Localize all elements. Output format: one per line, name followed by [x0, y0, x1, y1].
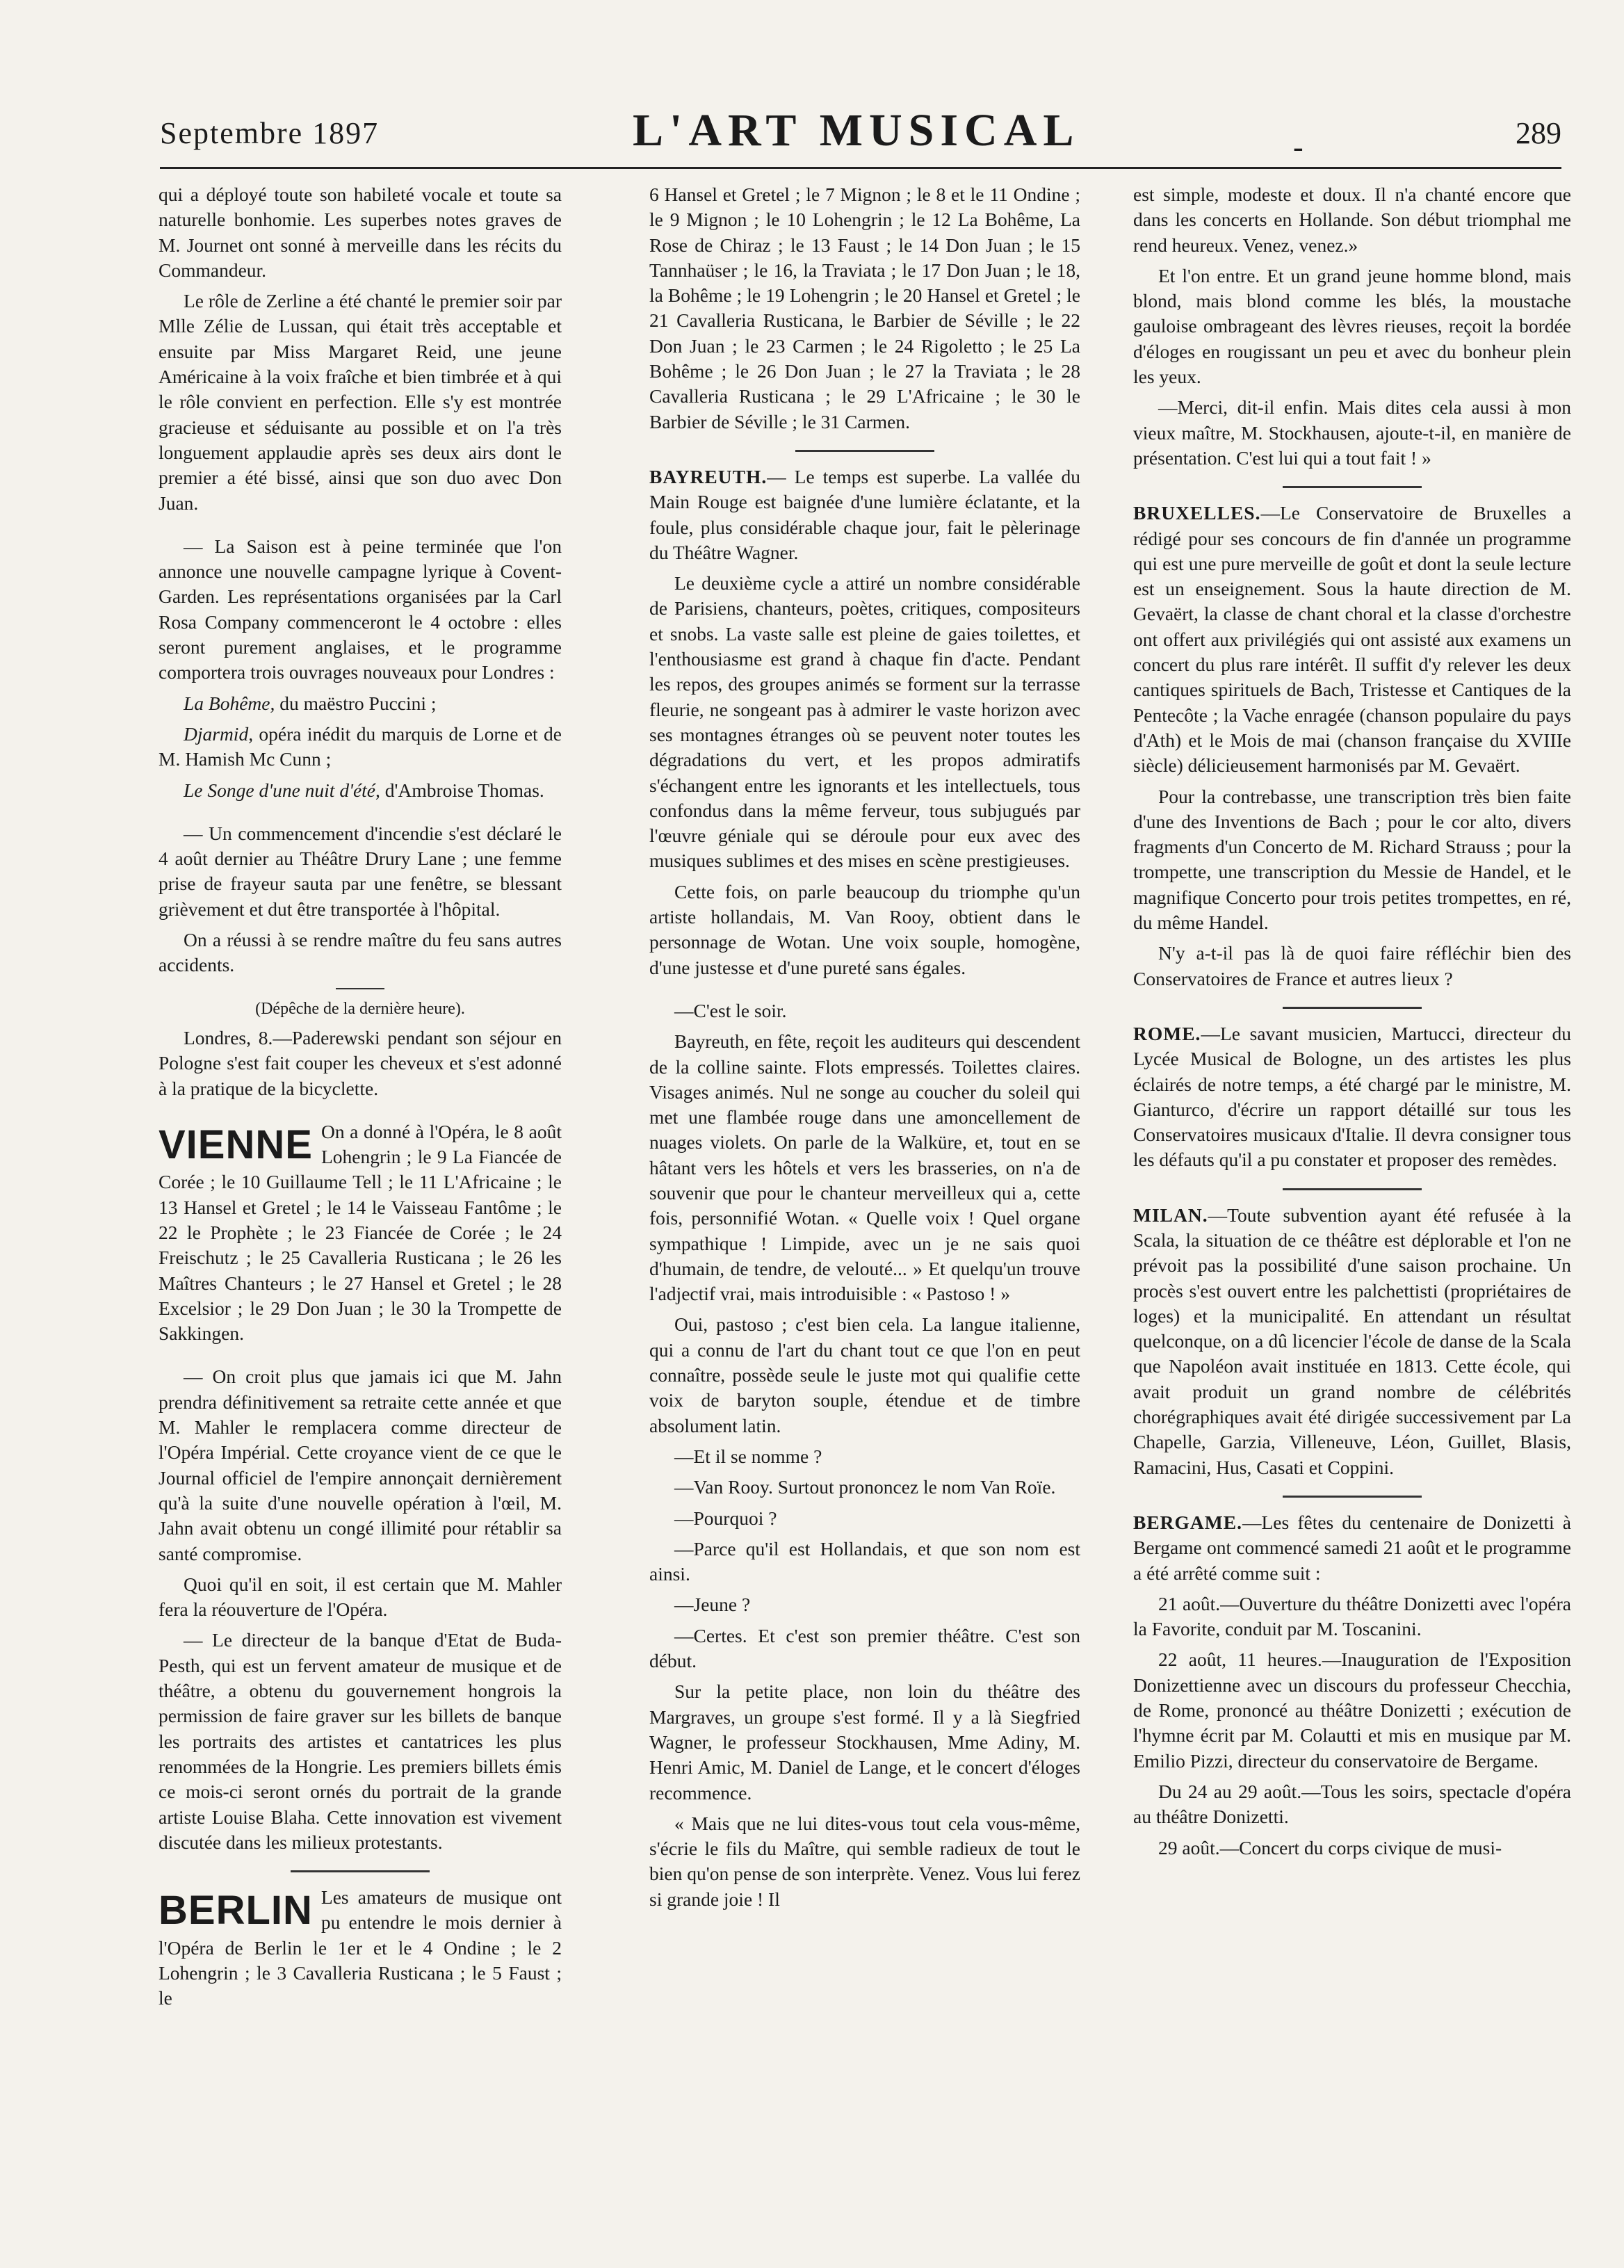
rome-section: [1133, 1021, 1571, 1173]
dispatch-label: (Dépêche de la dernière heure).: [255, 999, 465, 1018]
paragraph: — Un commencement d'incendie s'est déclaré le 4 août dernier au Théâtre Drury Lane ; une femme prise de frayeur sauta par une fenêtre, se blessant grièvement et dut être transportée à l'hôpital.: [159, 822, 562, 920]
paragraph: 21 août.—Ouverture du théâtre Donizetti avec l'opéra la Favorite, conduit par M. Toscanini.: [1133, 1592, 1571, 1640]
divider: [795, 450, 934, 452]
paragraph: « Mais que ne lui dites-vous tout cela vous-même, s'écrie le fils du Maître, qui semble radieux de tout le bien qu'on pense de son interprète. Venez. Vous lui ferez si grande joie ! Il: [649, 1812, 1080, 1910]
work-info: du maëstro Puccini ;: [275, 692, 437, 714]
paragraph: Le deuxième cycle a attiré un nombre considérable de Parisiens, chanteurs, poètes, critiques, compositeurs et snobs. La vaste salle est pleine de gaies toilettes, et l'enthousiasme est grand à chaque fin d'acte. Pendant les repos, des groupes animés se forment sur la terrasse fleurie, ne songeant pas à admirer le vaste horizon avec ses montagnes étranges où se peuvent noter toutes les dégradations du vert, et les propos admiratifs s'échangent entre les ignorants et les intellectuels, tous confondus dans la même ferveur, tous subjugués par l'œuvre géniale qui se déroule pour eux avec des musiques sublimes et des mises en scène prestigieuses.: [649, 572, 1080, 872]
paragraph: Et l'on entre. Et un grand jeune homme blond, mais blond, mais blond comme les blés, la moustache gauloise ombrageant des lèvres rieuses, reçoit la bordée d'éloges en rougissant un peu et avec du bonheur plein les yeux.: [1133, 264, 1571, 388]
paragraph: —Pourquoi ?: [674, 1507, 777, 1529]
divider: [1283, 1007, 1422, 1009]
paragraph: On a réussi à se rendre maître du feu sans autres accidents.: [159, 929, 562, 976]
paragraph: — On croit plus que jamais ici que M. Jahn prendra définitivement sa retraite cette année et que M. Mahler le remplacera comme directeur de l'Opéra Impérial. Cette croyance vient de ce que le Journal officiel de l'empire annonçait dernièrement qu'à la suite d'une nouvelle opération à l'œil, M. Jahn avait obtenu un congé illimité pour rétablir sa santé compromise.: [159, 1366, 562, 1564]
work-listing: [159, 778, 562, 803]
city-heading-rome: ROME.: [1133, 1022, 1201, 1044]
paragraph: —C'est le soir.: [674, 999, 787, 1021]
page-number: 289: [1516, 116, 1561, 150]
paragraph: —Certes. Et c'est son premier théâtre. C'est son début.: [649, 1624, 1080, 1672]
work-title: Djarmid,: [184, 722, 254, 745]
paragraph: Les amateurs de musique ont pu entendre le mois dernier à l'Opéra de Berlin le 1er et le 4 Ondine ; le 2 Lohengrin ; le 3 Cavalleria Rusticana ; le 5 Faust ; le: [159, 1886, 562, 2009]
paragraph: — Le temps est superbe. La vallée du Main Rouge est baignée d'une lumière éclatante, et la foule, plus considérable chaque jour, fait le pèlerinage du Théâtre Wagner.: [649, 465, 1080, 563]
city-heading-bruxelles: BRUXELLES.: [1133, 502, 1261, 524]
work-title: La Bohême,: [184, 692, 275, 714]
paragraph: —Les fêtes du centenaire de Donizetti à Bergame ont commencé samedi 21 août et le programme a été arrêté comme suit :: [1133, 1511, 1571, 1584]
journal-title: L'ART MUSICAL: [633, 105, 1080, 156]
divider: [1283, 486, 1422, 488]
paragraph: 6 Hansel et Gretel ; le 7 Mignon ; le 8 et le 11 Ondine ; le 9 Mignon ; le 10 Lohengrin ; le 12 La Bohême, La Rose de Chiraz ; le 13 Faust ; le 14 Don Juan ; le 15 Tannhaüser ; le 16, la Traviata ; le 17 Don Juan ; le 18, la Bohême ; le 19 Lohengrin ; le 20 Hansel et Gretel ; le 21 Cavalleria Rusticana, le Barbier de Séville ; le 22 Don Juan ; le 23 Carmen ; le 24 Rigoletto ; le 25 La Bohême ; le 26 Don Juan ; le 27 la Traviata ; le 28 Cavalleria Rusticana ; le 29 L'Africaine ; le 30 le Barbier de Séville ; le 31 Carmen.: [649, 184, 1080, 432]
paragraph: —Toute subvention ayant été refusée à la Scala, la situation de ce théâtre est déplorable et l'on ne prévoit pas la possibilité d'une saison prochaine. Un procès s'est ouvert entre les palchettisti (propriétaires de loges) et la municipalité. En attendant un résultat quelconque, on a dû licencier l'école de danse de la Scala que Napoléon avait instituée en 1813. Cette école, qui avait produit un grand nombre de célébrités chorégraphiques avait été dirigée successivement par La Chapelle, Garzia, Villeneuve, Léon, Guillet, Blasis, Ramacini, Hus, Casati et Coppini.: [1133, 1204, 1571, 1478]
divider: [1283, 1496, 1422, 1498]
paragraph: Le rôle de Zerline a été chanté le premier soir par Mlle Zélie de Lussan, qui était très acceptable et ensuite par Miss Margaret Reid, une jeune Américaine à la voix fraîche et bien timbrée et à qui le rôle convient en perfection. Elle s'y est montrée gracieuse et séduisante au possible et on l'a très longuement applaudie après ses deux airs dont le premier a été bissé, ainsi que son duo avec Don Juan.: [159, 290, 562, 514]
paragraph: Bayreuth, en fête, reçoit les auditeurs qui descendent de la colline sainte. Flots empressés. Toilettes claires. Visages animés. Nul ne songe au coucher du soleil qui met une flambée rouge dans une amoncellement de nuages violets. On parle de la Walküre, et, tout en se hâtant vers les hôtels et vers les brasseries, on n'a de souvenir que pour le chanteur merveilleux qui a, cette fois, personnifié Wotan. « Quelle voix ! Quel organe sympathique ! Limpide, avec un je ne sais quoi d'humain, de tendre, de velouté... » Et quelqu'un trouve l'adjectif vrai, mais introduisible : « Pastoso ! »: [649, 1030, 1080, 1305]
paragraph: —Parce qu'il est Hollandais, et que son nom est ainsi.: [649, 1537, 1080, 1585]
paragraph: —Le Conservatoire de Bruxelles a rédigé pour ses concours de fin d'année un programme qui est une pure merveille de goût et dont la seule lecture est un enseignement. Sous la haute direction de M. Gevaërt, la classe de chant choral et la classe d'orchestre ont offert aux privilégiés qui ont assisté aux examens un concert du plus rare intérêt. Il suffit d'y relever les deux cantiques spirituels de Bach, Tristesse et Cantiques de la Pentecôte ; la Vache enragée (chanson populaire du pays d'Ath) et le Mois de mai (chanson française du XVIIIe siècle) délicieusement harmonisés par M. Gevaërt.: [1133, 502, 1571, 777]
city-heading-bergame: BERGAME.: [1133, 1511, 1242, 1533]
work-listing: [159, 722, 562, 772]
divider: [336, 988, 384, 989]
paragraph: 22 août, 11 heures.—Inauguration de l'Exposition Donizettienne avec un discours du professeur Checchia, de Rome, prononcé au théâtre Donizetti ; exécution de l'hymne écrit par M. Colautti et mis en musique par M. Emilio Pizzi, directeur du conservatoire de Bergame.: [1133, 1649, 1571, 1772]
paragraph: N'y a-t-il pas là de quoi faire réfléchir bien des Conservatoires de France et autres lieux ?: [1133, 942, 1571, 989]
paragraph: Sur la petite place, non loin du théâtre des Margraves, un groupe s'est formé. Il y a là Siegfried Wagner, le professeur Stockhausen, Mme Adiny, M. Henri Amic, M. Daniel de Lange, et le concert d'éloges recommence.: [649, 1680, 1080, 1804]
city-heading-bayreuth: BAYREUTH.: [649, 465, 768, 487]
paragraph: est simple, modeste et doux. Il n'a chanté encore que dans les concerts en Hollande. Son début triomphal me rend heureux. Venez, venez.»: [1133, 184, 1571, 256]
city-heading-berlin: BERLIN: [159, 1888, 313, 1934]
work-info: opéra inédit du marquis de Lorne et de M. Hamish Mc Cunn ;: [159, 722, 562, 770]
city-heading-vienne: VIENNE: [159, 1121, 313, 1167]
paragraph: Quoi qu'il en soit, il est certain que M. Mahler fera la réouverture de l'Opéra.: [159, 1573, 562, 1621]
paragraph: —Van Rooy. Surtout prononcez le nom Van Roïe.: [674, 1476, 1056, 1498]
city-heading-milan: MILAN.: [1133, 1204, 1208, 1226]
berlin-section: [159, 1885, 562, 2011]
issue-date: Septembre 1897: [160, 116, 380, 150]
work-title: Le Songe d'une nuit d'été,: [184, 779, 380, 801]
paragraph: Londres, 8.—Paderewski pendant son séjour en Pologne s'est fait couper les cheveux et s'est adonné à la pratique de la bicyclette.: [159, 1026, 562, 1099]
paragraph: —Et il se nomme ?: [674, 1445, 822, 1467]
paragraph: —Le savant musicien, Martucci, directeur du Lycée Musical de Bologne, un des artistes les plus éclairés de notre temps, a été chargé par le ministre, M. Gianturco, d'écrire un rapport détaillé sur tous les Conservatoires musicaux d'Italie. Il devra consigner tous les défauts qu'il a pu constater et proposer des remèdes.: [1133, 1022, 1571, 1171]
paragraph: —Merci, dit-il enfin. Mais dites cela aussi à mon vieux maître, M. Stockhausen, ajoute-t-il, en manière de présentation. C'est lui qui a tout fait ! »: [1133, 396, 1571, 469]
paragraph: — La Saison est à peine terminée que l'on annonce une nouvelle campagne lyrique à Covent-Garden. Les représentations organisées par la Carl Rosa Company commenceront le 4 octobre : elles seront purement anglaises, et le programme comportera trois ouvrages nouveaux pour Londres :: [159, 535, 562, 683]
vienne-section: [159, 1119, 562, 1347]
header-dash: -: [1293, 130, 1304, 164]
bruxelles-section: [1133, 501, 1571, 778]
work-info: d'Ambroise Thomas.: [380, 779, 544, 801]
work-listing: [159, 691, 562, 716]
bergame-section: [1133, 1510, 1571, 1586]
divider: [1283, 1188, 1422, 1190]
paragraph: Oui, pastoso ; c'est bien cela. La langue italienne, qui a connu de l'art du chant tout ce que l'on en peut connaître, possède seule le juste mot qui qualifie cette voix de baryton souple, étendue et de timbre absolument latin.: [649, 1313, 1080, 1436]
column-2: [649, 182, 1080, 1918]
paragraph: qui a déployé toute son habileté vocale et toute sa naturelle bonhomie. Les superbes notes graves de M. Journet ont sonné à merveille dans les récits du Commandeur.: [159, 184, 562, 281]
page-header: [160, 104, 1561, 169]
paragraph: Pour la contrebasse, une transcription très bien faite d'une des Inventions de Bach ; pour le cor alto, divers fragments d'un Concerto de M. Richard Strauss ; pour la trompette, une transcription du Messie de Handel, et le magnifique Concerto pour trois petites trompettes, en ré, du même Handel.: [1133, 785, 1571, 934]
column-1: [159, 182, 562, 2017]
divider: [291, 1870, 430, 1872]
paragraph: 29 août.—Concert du corps civique de musi-: [1158, 1836, 1502, 1858]
paragraph: Cette fois, on parle beaucoup du triomphe qu'un artiste hollandais, M. Van Rooy, obtient dans le personnage de Wotan. Une voix souple, homogène, d'une justesse et d'une pureté sans égales.: [649, 880, 1080, 978]
bayreuth-section: [649, 464, 1080, 565]
milan-section: [1133, 1203, 1571, 1480]
paragraph: On a donné à l'Opéra, le 8 août Lohengrin ; le 9 La Fiancée de Corée ; le 10 Guillaume Tell ; le 11 L'Africaine ; le 13 Hansel et Gretel ; le 14 le Vaisseau Fantôme ; le 22 le Prophète ; le 23 Fiancée de Corée ; le 24 Freischutz ; le 25 Cavalleria Rusticana ; le 26 les Maîtres Chanteurs ; le 27 Hansel et Gretel ; le 28 Excelsior ; le 29 Don Juan ; le 30 la Trompette de Sakkingen.: [159, 1120, 562, 1345]
paragraph: —Jeune ?: [674, 1594, 751, 1616]
column-3: [1133, 182, 1571, 1866]
paragraph: — Le directeur de la banque d'Etat de Buda-Pesth, qui est un fervent amateur de musique et de théâtre, a obtenu du gouvernement hongrois la permission de faire graver sur les billets de banque les portraits des artistes et cantatrices les plus renommées de la Hongrie. Les premiers billets émis ce mois-ci seront ornés du portrait de la grande artiste Louise Blaha. Cette innovation est vivement discutée dans les milieux protestants.: [159, 1629, 562, 1853]
paragraph: Du 24 au 29 août.—Tous les soirs, spectacle d'opéra au théâtre Donizetti.: [1133, 1780, 1571, 1828]
